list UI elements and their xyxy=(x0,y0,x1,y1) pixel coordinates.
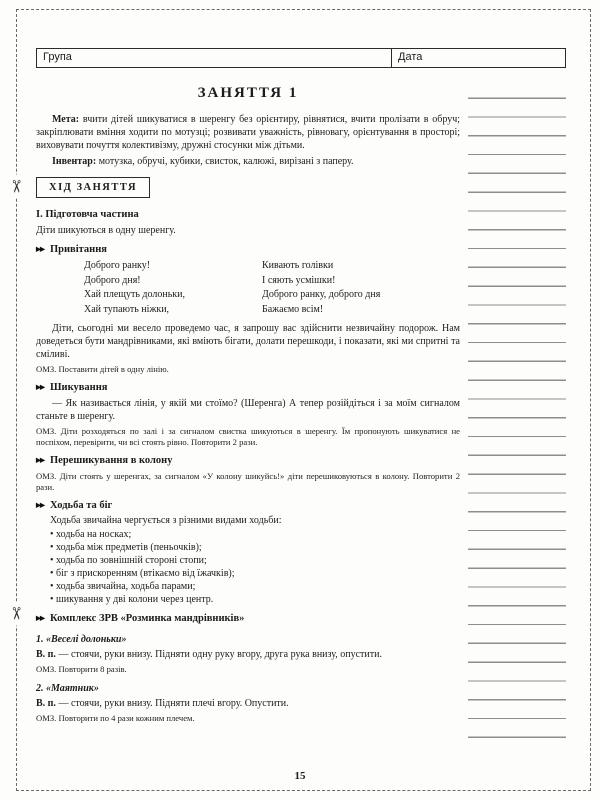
verse-line: Доброго ранку, доброго дня xyxy=(262,289,381,301)
exercise-title: 2. «Маятник» xyxy=(36,682,99,694)
walking-intro: Ходьба звичайна чергується з різними видами ходьби: xyxy=(50,515,282,527)
section-marker-icon: ▶▶ xyxy=(36,615,44,623)
verse-line: Хай тупають ніжки, xyxy=(84,303,170,315)
section-marker-icon: ▶▶ xyxy=(36,245,44,253)
page-number: 15 xyxy=(294,770,306,782)
verse-line: Кивають голівки xyxy=(262,260,334,272)
start-position-label: В. п. xyxy=(36,648,56,660)
complex-heading: Комплекс ЗРВ «Розминка мандрівників» xyxy=(50,613,245,625)
warmup-complex-section xyxy=(36,612,460,724)
reformation-heading: Перешикування в колону xyxy=(50,455,173,467)
goal-text: вчити дітей шикуватися в шеренгу без орієнтиру, рівнятися, вчити пролізати в обруч; закріплювати вміння ходити по мотузці; розвивати уважність, рівновагу, орієнтування в просторі; виховувати почуття колективізму, дружні стосунки між дітьми. xyxy=(36,113,460,151)
verse-line: Доброго ранку! xyxy=(84,260,151,272)
verse-line: Бажаємо всім! xyxy=(262,303,324,315)
greeting-omz: ОМЗ. Поставити дітей в одну лінію. xyxy=(36,364,169,375)
scissors-icon: ✂ xyxy=(8,602,25,626)
list-item: • біг з прискоренням (втікаємо від їжачків); xyxy=(50,567,460,580)
exercise-omz: ОМЗ. Повторити 8 разів. xyxy=(36,663,127,674)
date-field xyxy=(392,49,565,67)
list-item: • ходьба між предметів (пеньочків); xyxy=(50,541,460,554)
group-field xyxy=(37,49,392,67)
exercise-description xyxy=(36,648,460,661)
walking-running-section xyxy=(36,499,460,607)
start-position-label: В. п. xyxy=(36,697,56,709)
course-of-lesson-heading: ХІД ЗАНЯТТЯ xyxy=(36,177,150,199)
greeting-section xyxy=(36,243,460,376)
formation-omz: ОМЗ. Діти розходяться по залі і за сигналом свистка шикуються в шеренгу. Їм пропонують шикуватися не поспіхом, перевірити, чи всі стоять рівно. Повторити 2 рази. xyxy=(36,426,460,448)
group-date-table xyxy=(36,48,566,68)
list-item: • ходьба звичайна, ходьба парами; xyxy=(50,580,460,593)
group-label: Група xyxy=(43,51,72,63)
exercise-text: — стоячи, руки внизу. Підняти плечі вгору. Опустити. xyxy=(58,697,289,709)
verse-line: Хай плещуть долоньки, xyxy=(84,289,185,301)
list-item: • шикування у дві колони через центр. xyxy=(50,593,460,606)
walking-types-list xyxy=(50,528,460,606)
part1-heading: I. Підготовча частина xyxy=(36,209,139,221)
section-marker-icon: ▶▶ xyxy=(36,457,44,465)
lesson-title: ЗАНЯТТЯ 1 xyxy=(197,85,299,101)
lesson-inventory xyxy=(36,155,460,168)
teacher-speech: Діти, сьогодні ми весело проведемо час, я запрошу вас здійснити незвичайну подорож. Нам доведеться бути мандрівниками, які вміють бігати, долати перешкоди, і показати, які ми спритні та сміливі. xyxy=(36,323,460,361)
exercise-1 xyxy=(36,633,460,675)
formation-dialog: — Як називається лінія, у якій ми стоїмо? (Шеренга) А тепер розійдіться і за моїм сигналом станьте в шеренгу. xyxy=(36,398,460,423)
scissors-icon: ✂ xyxy=(8,175,25,199)
part1-intro: Діти шикуються в одну шеренгу. xyxy=(36,224,176,236)
exercise-title: 1. «Веселі долоньки» xyxy=(36,633,127,645)
verse-line: Доброго дня! xyxy=(84,274,141,286)
greeting-heading: Привітання xyxy=(50,243,107,255)
inventory-text: мотузка, обручі, кубики, свисток, калюжі, вирізані з паперу. xyxy=(98,155,354,167)
page-content xyxy=(36,48,566,752)
date-label: Дата xyxy=(398,51,423,63)
formation-heading: Шикування xyxy=(50,382,108,394)
formation-section xyxy=(36,381,460,448)
goal-label: Мета: xyxy=(52,113,80,125)
exercise-omz: ОМЗ. Повторити по 4 рази кожним плечем. xyxy=(36,712,195,723)
notes-ruled-lines xyxy=(468,80,566,752)
verse-line: І сяють усмішки! xyxy=(262,274,336,286)
exercise-description xyxy=(36,697,460,710)
exercise-2 xyxy=(36,682,460,724)
list-item: • ходьба на носках; xyxy=(50,528,460,541)
greeting-verse xyxy=(36,259,460,317)
section-marker-icon: ▶▶ xyxy=(36,501,44,509)
exercise-text: — стоячи, руки внизу. Підняти одну руку вгору, друга рука внизу, опустити. xyxy=(58,648,382,660)
section-marker-icon: ▶▶ xyxy=(36,384,44,392)
lesson-text-column xyxy=(36,80,460,752)
lesson-goal xyxy=(36,113,460,152)
reformation-omz: ОМЗ. Діти стоять у шеренгах, за сигналом «У колону шикуйсь!» діти перешиковуються в колону. Повторити 2 рази. xyxy=(36,470,460,492)
walking-heading: Ходьба та біг xyxy=(50,499,113,511)
reformation-section xyxy=(36,454,460,493)
list-item: • ходьба по зовнішній стороні стопи; xyxy=(50,554,460,567)
inventory-label: Інвентар: xyxy=(52,155,97,167)
